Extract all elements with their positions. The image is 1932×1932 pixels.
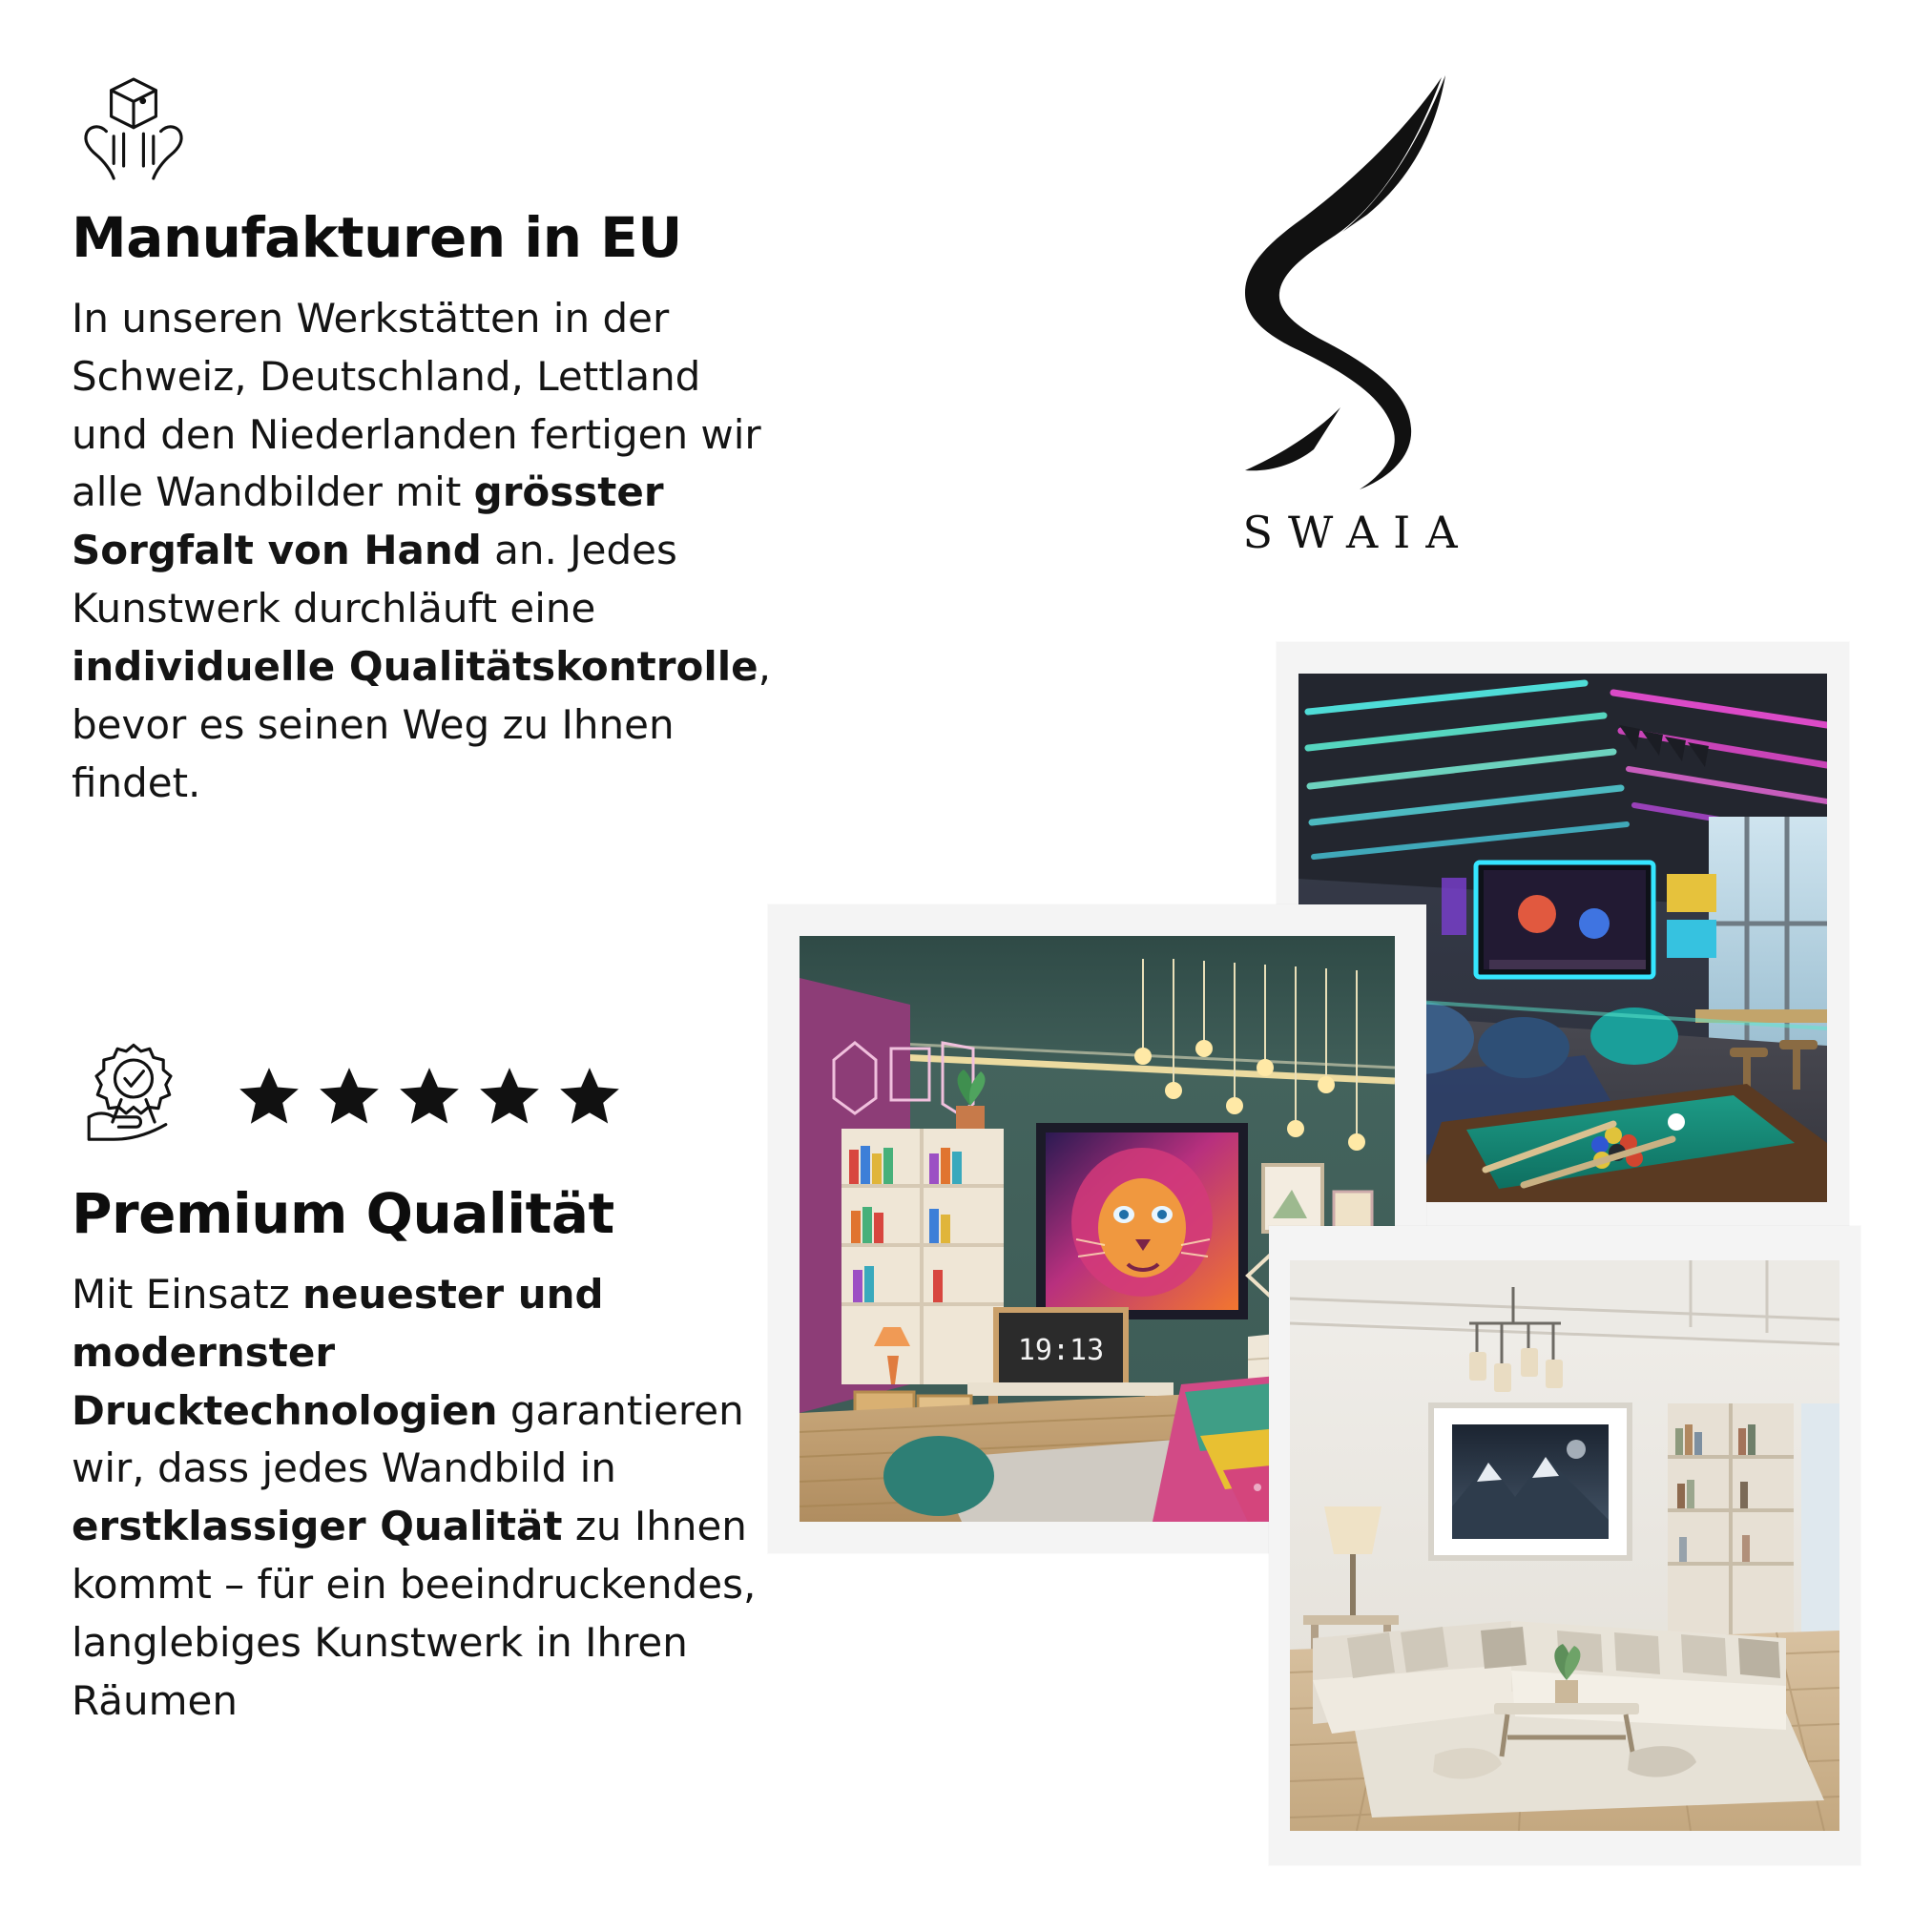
living-room-photo-card bbox=[1269, 1226, 1860, 1865]
star-icon bbox=[394, 1062, 465, 1132]
swaia-s-logo-icon bbox=[1207, 72, 1493, 501]
brand-logo bbox=[1197, 72, 1503, 558]
star-icon bbox=[234, 1062, 304, 1132]
feature-section-manufacturing bbox=[72, 67, 825, 813]
living-room-photo bbox=[1290, 1260, 1839, 1831]
section-title-manufacturing: Manufakturen in EU bbox=[72, 205, 682, 270]
star-rating bbox=[234, 1062, 625, 1132]
section-title-quality: Premium Qualität bbox=[72, 1181, 614, 1246]
hand-holding-quality-seal-icon bbox=[72, 1035, 196, 1159]
feature-section-quality bbox=[72, 1035, 825, 1731]
section-body-manufacturing: In unseren Werkstätten in der Schweiz, Deutschland, Lettland und den Niederlanden fertigen wir alle Wandbilder mit grösster Sorgfalt von Hand an. Jedes Kunstwerk durchläuft eine individuelle Qualitätskontrolle, bevor es seinen Weg zu Ihnen findet. bbox=[72, 294, 771, 806]
kids-room-clock-value: 19:13 bbox=[1017, 1334, 1105, 1367]
star-icon bbox=[554, 1062, 625, 1132]
section-body-quality: Mit Einsatz neuester und modernster Drucktechnologien garantieren wir, dass jedes Wandbild in erstklassiger Qualität zu Ihnen kommt – für ein beeindruckendes, langlebiges Kunstwerk in Ihren Räumen bbox=[72, 1270, 757, 1725]
hands-holding-box-icon bbox=[72, 67, 196, 191]
quality-icon-and-rating bbox=[72, 1035, 825, 1159]
star-icon bbox=[474, 1062, 545, 1132]
star-icon bbox=[314, 1062, 384, 1132]
brand-wordmark: SWAIA bbox=[1242, 507, 1473, 558]
